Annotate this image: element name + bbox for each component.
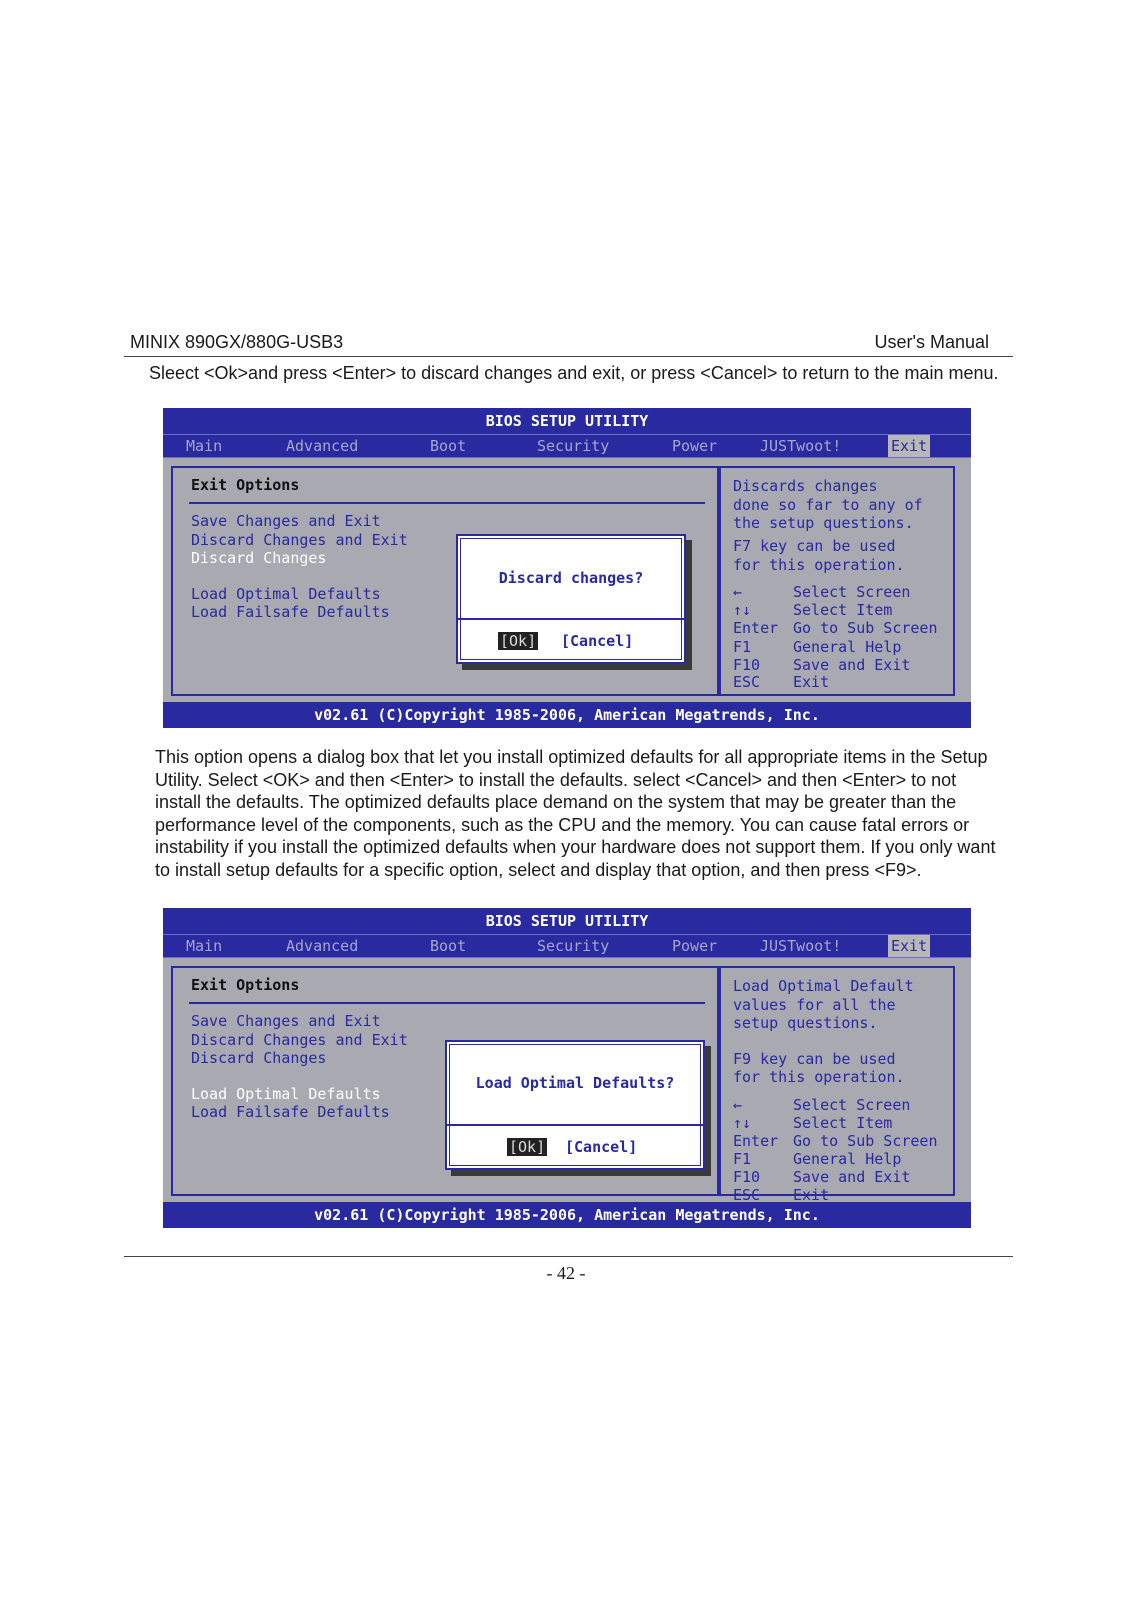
key-f1: F1: [733, 1150, 752, 1168]
key-left-arrow: ←: [733, 583, 743, 601]
help-line: Discards changes: [733, 477, 878, 495]
key-desc: Go to Sub Screen: [793, 619, 938, 637]
section-heading: Exit Options: [191, 976, 300, 994]
key-up-down: ↑↓: [733, 1114, 752, 1132]
key-enter: Enter: [733, 1132, 779, 1150]
paragraph-load-optimal: This option opens a dialog box that let you install optimized defaults for all appropriate items in the Setup Utility. Select <OK> and then <Enter> to install the defaults. select <Cancel> and then <Enter> to not install the defaults. The optimized defaults place demand on the system that may be greater than the performance level of the components, such as the CPU and the memory. You can cause fatal errors or instability if you install the optimized defaults when your hardware does not support them. If you only want to install setup defaults for a specific option, select and display that option, and then press <F9>.: [155, 747, 996, 880]
help-panel: [719, 466, 955, 696]
help-line: for this operation.: [733, 1068, 905, 1086]
tab-boot[interactable]: Boot: [430, 437, 467, 455]
bios-screenshot-discard: [163, 408, 971, 728]
header-manual: User's Manual: [874, 332, 989, 352]
key-desc: Select Screen: [793, 1096, 911, 1114]
key-desc: General Help: [793, 1150, 902, 1168]
key-desc: Save and Exit: [793, 656, 911, 674]
menu-item-load-optimal[interactable]: Load Optimal Defaults: [191, 1085, 381, 1103]
paragraph-discard: Sleect <Ok>and press <Enter> to discard changes and exit, or press <Cancel> to return to the main menu.: [149, 363, 999, 383]
discard-dialog: [456, 534, 686, 664]
menu-item-load-optimal[interactable]: Load Optimal Defaults: [191, 585, 381, 603]
menu-item-discard-exit[interactable]: Discard Changes and Exit: [191, 1031, 408, 1049]
bios-title: BIOS SETUP UTILITY: [485, 912, 649, 930]
page-number: - 42 -: [546, 1263, 586, 1283]
header-rule: [124, 356, 1013, 357]
tab-main[interactable]: Main: [186, 937, 223, 955]
section-divider: [189, 502, 705, 504]
section-heading: Exit Options: [191, 476, 300, 494]
footer-rule: [124, 1256, 1013, 1257]
menu-item-load-failsafe[interactable]: Load Failsafe Defaults: [191, 603, 390, 621]
help-line: F9 key can be used: [733, 1050, 896, 1068]
menu-item-discard[interactable]: Discard Changes: [191, 1049, 327, 1067]
dialog-message: Discard changes?: [498, 569, 644, 587]
tab-advanced[interactable]: Advanced: [286, 437, 359, 455]
dialog-message: Load Optimal Defaults?: [475, 1074, 675, 1092]
bios-body: [163, 958, 971, 1202]
section-divider: [189, 1002, 705, 1004]
key-left-arrow: ←: [733, 1096, 743, 1114]
bios-screenshot-load-optimal: [163, 908, 971, 1228]
key-desc: Select Item: [793, 601, 893, 619]
tab-justwoot[interactable]: JUSTwoot!: [760, 437, 842, 455]
tab-advanced[interactable]: Advanced: [286, 937, 359, 955]
menu-item-discard[interactable]: Discard Changes: [191, 549, 327, 567]
bios-footer: v02.61 (C)Copyright 1985-2006, American Megatrends, Inc.: [314, 1206, 820, 1224]
help-line: Load Optimal Default: [733, 977, 914, 995]
help-line: the setup questions.: [733, 514, 914, 532]
tab-exit[interactable]: Exit: [888, 935, 930, 957]
key-f10: F10: [733, 656, 761, 674]
load-optimal-dialog: [445, 1040, 705, 1170]
tab-security[interactable]: Security: [537, 437, 610, 455]
tab-power[interactable]: Power: [672, 937, 718, 955]
key-esc: ESC: [733, 1186, 761, 1204]
help-line: F7 key can be used: [733, 537, 896, 555]
help-panel: [719, 966, 955, 1204]
cancel-button[interactable]: [Cancel]: [561, 632, 634, 650]
ok-button[interactable]: [Ok]: [500, 632, 537, 650]
menu-item-save-exit[interactable]: Save Changes and Exit: [191, 1012, 381, 1030]
bios-menu-bar: [163, 434, 971, 458]
ok-button[interactable]: [Ok]: [509, 1138, 546, 1156]
key-f1: F1: [733, 638, 752, 656]
bios-footer: v02.61 (C)Copyright 1985-2006, American Megatrends, Inc.: [314, 706, 820, 724]
menu-item-save-exit[interactable]: Save Changes and Exit: [191, 512, 381, 530]
key-desc: Save and Exit: [793, 1168, 911, 1186]
header-model: MINIX 890GX/880G-USB3: [130, 332, 344, 352]
tab-power[interactable]: Power: [672, 437, 718, 455]
cancel-button[interactable]: [Cancel]: [565, 1138, 638, 1156]
help-line: values for all the: [733, 996, 896, 1014]
key-f10: F10: [733, 1168, 761, 1186]
bios-body: [163, 458, 971, 702]
help-line: for this operation.: [733, 556, 905, 574]
bios-menu-bar: [163, 934, 971, 958]
tab-security[interactable]: Security: [537, 937, 610, 955]
key-desc: Go to Sub Screen: [793, 1132, 938, 1150]
bios-title: BIOS SETUP UTILITY: [485, 412, 649, 430]
key-desc: General Help: [793, 638, 902, 656]
key-enter: Enter: [733, 619, 779, 637]
key-desc: Exit: [793, 1186, 830, 1204]
key-up-down: ↑↓: [733, 601, 752, 619]
help-line: done so far to any of: [733, 496, 923, 514]
tab-justwoot[interactable]: JUSTwoot!: [760, 937, 842, 955]
dialog-divider: [447, 1124, 703, 1126]
key-desc: Exit: [793, 673, 830, 691]
key-desc: Select Screen: [793, 583, 911, 601]
tab-boot[interactable]: Boot: [430, 937, 467, 955]
key-esc: ESC: [733, 673, 761, 691]
menu-item-discard-exit[interactable]: Discard Changes and Exit: [191, 531, 408, 549]
help-line: setup questions.: [733, 1014, 878, 1032]
tab-main[interactable]: Main: [186, 437, 223, 455]
menu-item-load-failsafe[interactable]: Load Failsafe Defaults: [191, 1103, 390, 1121]
dialog-divider: [458, 618, 684, 620]
key-desc: Select Item: [793, 1114, 893, 1132]
tab-exit[interactable]: Exit: [888, 435, 930, 457]
